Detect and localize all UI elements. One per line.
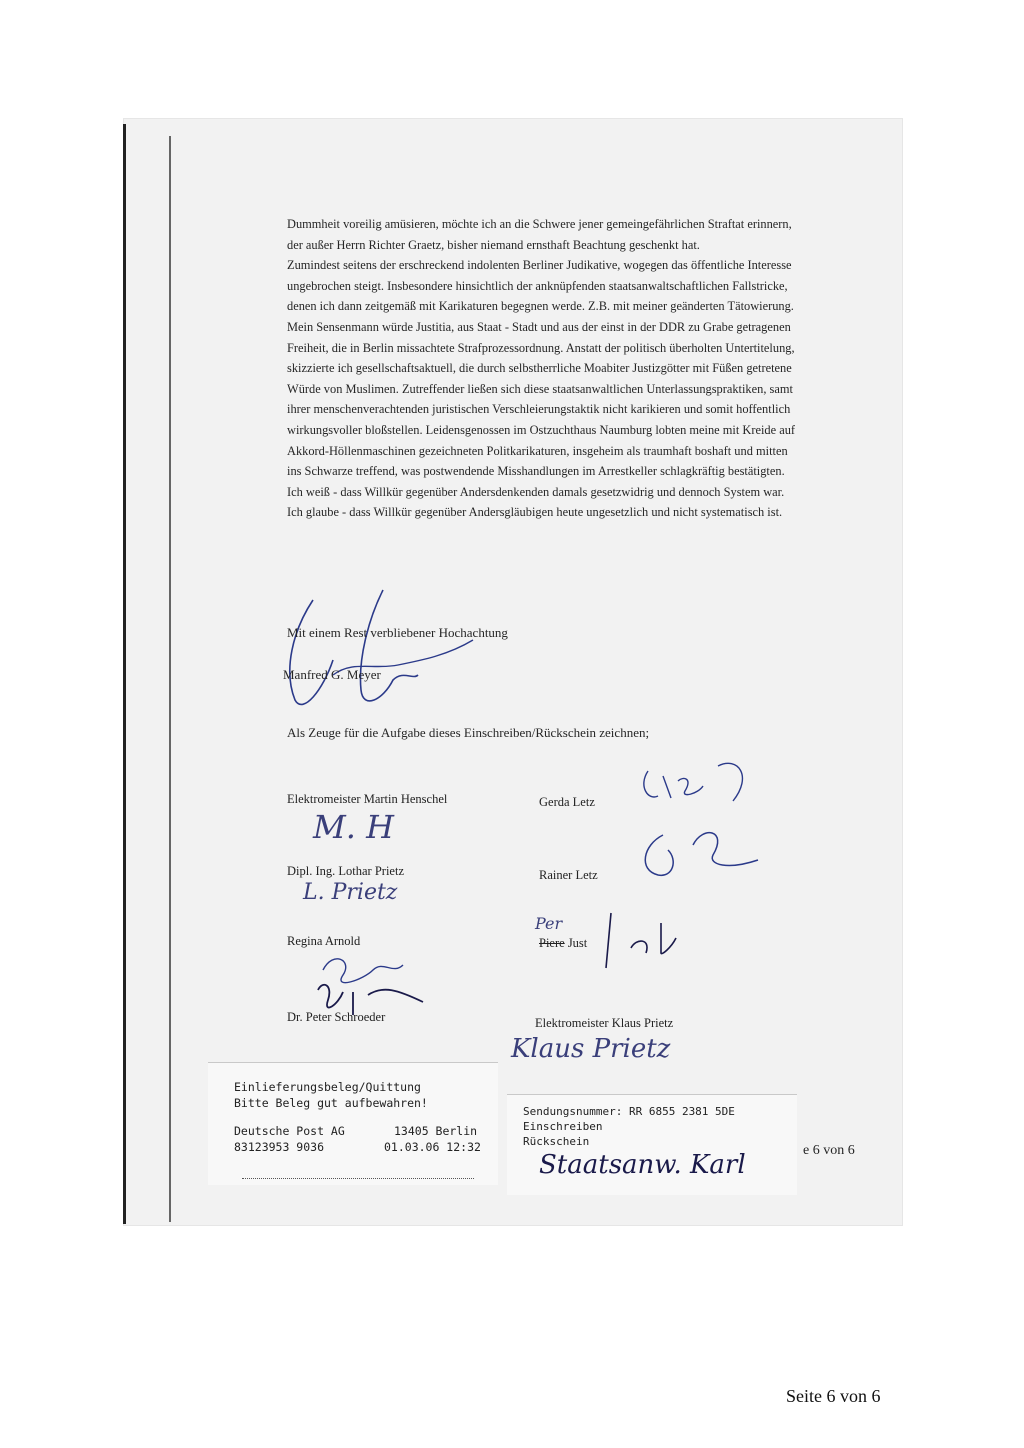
- lothar-handwriting: L. Prietz: [303, 880, 398, 905]
- receipt-code: 83123953 9036: [234, 1140, 325, 1154]
- closing-phrase: Mit einem Rest verbliebener Hochachtung: [287, 625, 508, 640]
- receipt-note: Bitte Beleg gut aufbewahren!: [234, 1096, 428, 1110]
- receipt-datetime: 01.03.06 12:32: [384, 1140, 481, 1154]
- text-line: der außer Herrn Richter Graetz, bisher niemand ernsthaft Beachtung geschenkt hat.: [287, 237, 700, 252]
- text-line: Mein Sensenmann würde Justitia, aus Staat - Stadt und aus der einst in der DDR zu Grabe getragenen: [287, 319, 791, 334]
- witness-gerda-letz: Gerda Letz: [539, 795, 595, 809]
- text-line: Ich glaube - dass Willkür gegenüber Andersgläubigen heute ungesetzlich und nicht systematisch ist.: [287, 505, 783, 520]
- witness-intro: Als Zeuge für die Aufgabe dieses Einschreiben/Rückschein zeichnen;: [287, 725, 650, 740]
- witness-regina-arnold: Regina Arnold: [287, 934, 361, 948]
- receipt-handwriting: Staatsanw. Karl: [539, 1150, 746, 1180]
- receipt-branch: 13405 Berlin: [394, 1124, 478, 1138]
- mail-type: Einschreiben: [523, 1120, 603, 1133]
- struck-name: Piere: [539, 936, 565, 950]
- receipt-company: Deutsche Post AG: [234, 1124, 345, 1138]
- text-line: Ich weiß - dass Willkür gegenüber Andersdenkenden damals gesetzwidrig und dennoch System war.: [287, 484, 785, 499]
- text-line: Dummheit voreilig amüsieren, möchte ich an die Schwere jener gemeingefährlichen Straftat erinnern,: [287, 217, 792, 231]
- scan-margin-line: [169, 136, 171, 1222]
- tracking-number: Sendungsnummer: RR 6855 2381 5DE: [523, 1105, 735, 1118]
- sender-name: Manfred G. Meyer: [283, 667, 381, 682]
- scan-page-label: e 6 von 6: [803, 1143, 855, 1158]
- text-line: wirkungsvoller bloßstellen. Leidensgenossen im Ostzuchthaus Naumburg lobten meine mit Kreide auf: [287, 422, 796, 437]
- receipt-title: Einlieferungsbeleg/Quittung: [234, 1080, 421, 1094]
- witness-rainer-letz: Rainer Letz: [539, 868, 598, 882]
- text-line: denen ich dann zeitgemäß mit Karikaturen begegnen werde. Z.B. mit meiner geänderten Tätowierung.: [287, 299, 794, 314]
- sender-signature: [273, 580, 493, 730]
- witness-just: [539, 936, 587, 951]
- henschel-handwriting: M. H: [313, 808, 395, 846]
- post-receipt-stub: [208, 1062, 498, 1185]
- page-number-footer: Seite 6 von 6: [786, 1386, 881, 1406]
- text-line: ihrer menschenverachtenden juristischen Verschleierungstaktik nicht karikieren und somit hoffentlich: [287, 402, 791, 417]
- text-line: Freiheit, die in Berlin missachtete Strafprozessordnung. Anstatt der politisch überholten Untertitelung,: [287, 340, 795, 355]
- just-signature: [601, 908, 701, 978]
- text-line: Akkord-Höllenmaschinen gezeichneten Politkarikaturen, insgeheim als traumhaft boshaft und mitten: [287, 443, 788, 458]
- scanned-page: [123, 118, 903, 1226]
- text-line: Würde von Muslimen. Zutreffender ließen sich diese staatsanwaltlichen Unterlassungspraktiken, samt: [287, 381, 793, 396]
- just-surname: Just: [567, 936, 588, 950]
- scan-shadow-edge: [123, 124, 126, 1224]
- text-line: ungebrochen steigt. Insbesondere hinsichtlich der anknüpfenden staatsanwaltschaftlichen Fallstricke,: [287, 278, 788, 293]
- witness-klaus-prietz: Elektromeister Klaus Prietz: [535, 1016, 674, 1030]
- witness-peter-schroeder: Dr. Peter Schroeder: [287, 1010, 386, 1024]
- klaus-handwriting: Klaus Prietz: [511, 1034, 671, 1064]
- receipt-dotted-line: [242, 1178, 474, 1179]
- mail-service: Rückschein: [523, 1135, 590, 1148]
- text-line: skizzierte ich gesellschaftsaktuell, die durch selbstherrliche Moabiter Justizgötter mit Füßen getretene: [287, 361, 792, 376]
- per-correction: Per: [535, 914, 563, 933]
- witness-lothar-prietz: Dipl. Ing. Lothar Prietz: [287, 864, 404, 878]
- arnold-signature: [313, 930, 433, 1020]
- letter-body: [287, 214, 877, 523]
- text-line: Zumindest seitens der erschreckend indolenten Berliner Judikative, wogegen das öffentliche Interesse: [287, 258, 792, 273]
- rainer-letz-signature: [633, 820, 783, 890]
- gerda-letz-signature: [623, 756, 763, 816]
- witness-henschel: Elektromeister Martin Henschel: [287, 792, 448, 806]
- text-line: ins Schwarze treffend, was postwendende Misshandlungen im Arrestkeller schlagkräftig bestätigten.: [287, 464, 785, 479]
